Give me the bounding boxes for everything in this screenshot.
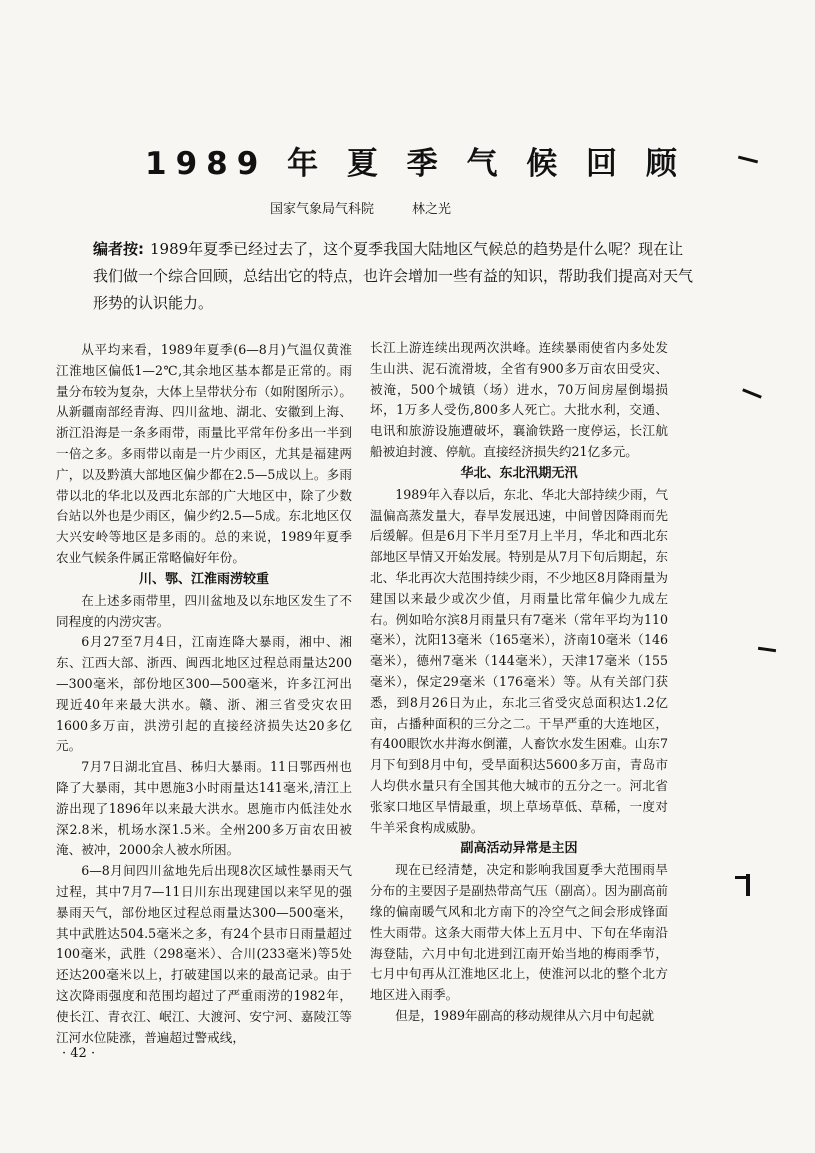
page-number: · 42 ·	[62, 1046, 96, 1061]
author-line	[270, 198, 451, 217]
paragraph: 6月27至7月4日，江南连降大暴雨，湘中、湘东、江西大部、浙西、闽西北地区过程总雨量达200—300毫米，部份地区300—500毫米，许多江河出现近40年来最大洪水。赣、浙、湘三省受灾农田1600多万亩，洪涝引起的直接经济损失达20多亿元。	[56, 634, 352, 754]
section-heading: 华北、东北汛期无汛	[460, 465, 578, 481]
editor-note	[93, 236, 693, 317]
scan-mark	[742, 388, 762, 398]
author-name: 林之光	[412, 202, 452, 217]
left-column	[56, 340, 352, 1048]
right-column	[370, 338, 668, 1027]
section-heading: 川、鄂、江淮雨涝较重	[138, 571, 269, 587]
paragraph: 6—8月间四川盆地先后出现8次区域性暴雨天气过程，其中7月7—11日川东出现建国以来罕见的强暴雨天气，部份地区过程总雨量达300—500毫米，其中武胜达504.5毫米之多，有24个县市日雨量超过100毫米，武胜（298毫米）、合川(233毫米)等5处还达200毫米以上，打破建国以来的最高记录。由于这次降雨强度和范围均超过了严重雨涝的1982年，使长江、青衣江、岷江、大渡河、安宁河、嘉陵江等江河水位陡涨，普遍超过警戒线，	[56, 863, 352, 1045]
article-title: 1989 年 夏 季 气 候 回 顾	[145, 146, 686, 182]
paragraph: 现在已经清楚，决定和影响我国夏季大范围雨旱分布的主要因子是副热带高气压（副高）。因为副高前缘的偏南暖气风和北方南下的冷空气之间会形成锋面性大雨带。这条大雨带大体上五月中、下旬在华南沿海登陆，六月中旬北进到江南开始当地的梅雨季节，七月中旬再从江淮地区北上，使淮河以北的整个北方地区进入雨季。	[370, 862, 668, 1003]
editor-note-text: 1989年夏季已经过去了，这个夏季我国大陆地区气候总的趋势是什么呢？现在让我们做一个综合回顾，总结出它的特点，也许会增加一些有益的知识，帮助我们提高对天气形势的认识能力。	[93, 240, 694, 312]
paragraph: 在上述多雨带里，四川盆地及以东地区发生了不同程度的内涝灾害。	[56, 592, 352, 629]
author-affiliation: 国家气象局气科院	[270, 202, 375, 217]
paragraph: 但是，1989年副高的移动规律从六月中旬起就	[395, 1007, 654, 1023]
scan-mark	[758, 647, 776, 652]
paragraph: 1989年入春以后，东北、华北大部持续少雨，气温偏高蒸发量大，春旱发展迅速，中间曾因降雨而先后缓解。但是6月下半月至7月上半月，华北和西北东部地区旱情又开始发展。特别是从7月下旬后期起，东北、华北再次大范围持续少雨，不少地区8月降雨量为建国以来最少或次少值，月雨量比常年偏少九成左右。例如哈尔滨8月雨量只有7毫米（常年平均为110毫米），沈阳13毫米（165毫米），济南10毫米（146毫米），德州7毫米（144毫米），天津17毫米（155毫米），保定29毫米（176毫米）等。从有关部门获悉，到8月26日为止，东北三省受灾总面积达1.2亿亩，占播种面积的三分之二。干旱严重的大连地区，有400眼饮水井海水倒灌，人畜饮水发生困难。山东7月下旬到8月中旬，受旱面积达5600多万亩，青岛市人均供水量只有全国其他大城市的五分之一。河北省张家口地区旱情最重，坝上草场草低、草稀，一度对牛羊采食构成威胁。	[370, 486, 668, 835]
scan-mark	[746, 874, 750, 896]
section-heading: 副高活动异常是主因	[460, 841, 578, 857]
editor-note-label: 编者按:	[93, 240, 144, 258]
paragraph: 7月7日湖北宜昌、秭归大暴雨。11日鄂西州也降了大暴雨，其中恩施3小时雨量达141毫米,清江上游出现了1896年以来最大洪水。恩施市内低洼处水深2.8米，机场水深1.5米。全州200多万亩农田被淹、被冲，2000余人被水所困。	[56, 759, 352, 858]
scan-mark	[738, 156, 758, 164]
paragraph: 长江上游连续出现两次洪峰。连续暴雨使省内多处发生山洪、泥石流滑坡，全省有900多万亩农田受灾、被淹，500个城镇（场）进水，70万间房屋倒塌损坏，1万多人受伤,800多人死亡。大批水利，交通、电讯和旅游设施遭破坏，襄渝铁路一度停运，长江航船被迫封渡、停航。直接经济损失约21亿多元。	[370, 340, 668, 459]
paragraph: 从平均来看，1989年夏季(6—8月)气温仅黄淮江淮地区偏低1—2℃,其余地区基本都是正常的。雨量分布较为复杂，大体上呈带状分布（如附图所示）。从新疆南部经青海、四川盆地、湖北、安徽到上海、浙江沿海是一条多雨带，雨量比平常年份多出一半到一倍之多。多雨带以南是一片少雨区，尤其是福建两广，以及黔滇大部地区偏少都在2.5—5成以上。多雨带以北的华北以及西北东部的广大地区中，除了少数台站以外也是少雨区，偏少约2.5—5成。东北地区仅大兴安岭等地区是多雨的。总的来说，1989年夏季农业气候条件属正常略偏好年份。	[56, 342, 352, 565]
